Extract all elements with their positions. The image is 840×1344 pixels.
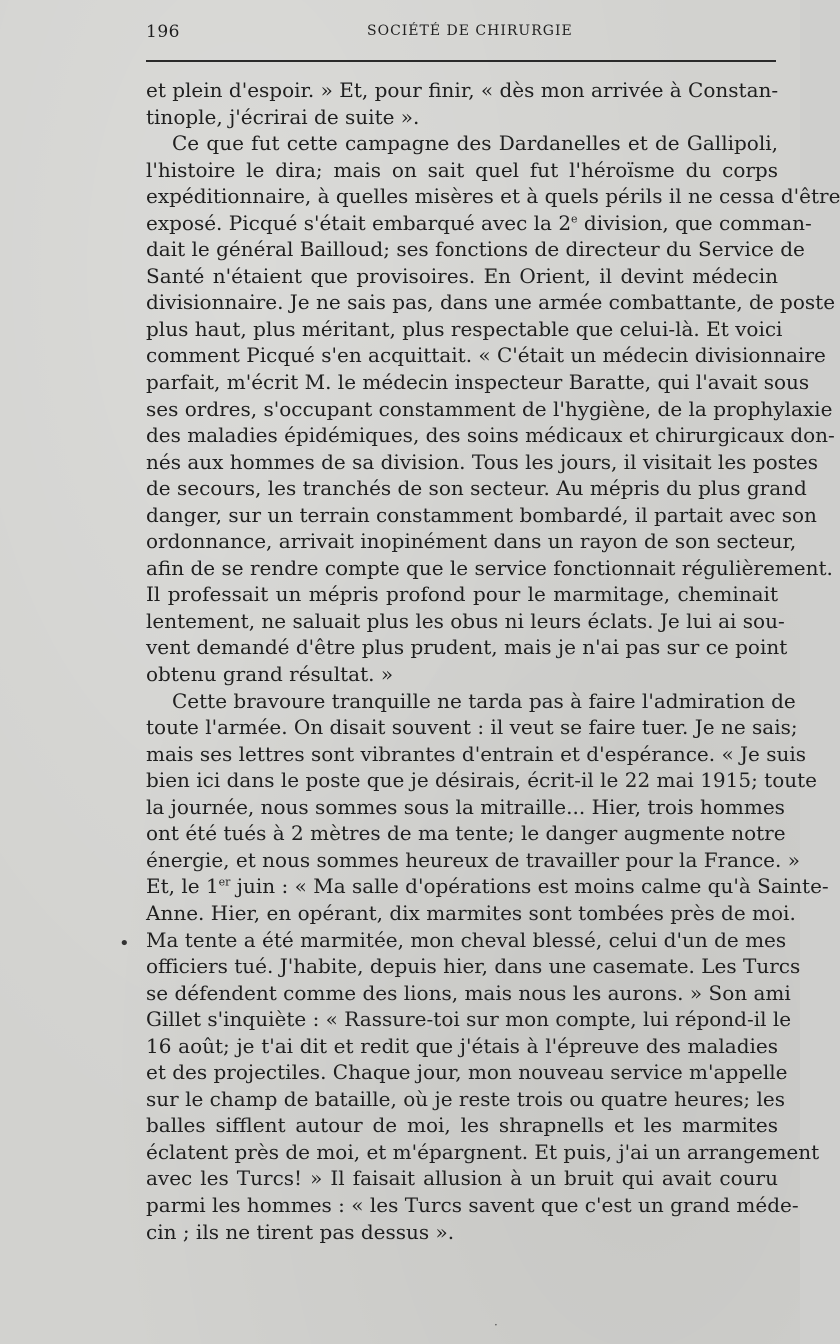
page-header — [146, 20, 776, 46]
text-line: plus haut, plus méritant, plus respectable que celui-là. Et voici — [146, 316, 783, 341]
text-line: vent demandé d'être plus prudent, mais je n'ai pas sur ce point — [146, 635, 788, 660]
text-line: l'histoire le dira; mais on sait quel fut l'héroïsme du corps — [146, 157, 778, 182]
text-line: officiers tué. J'habite, depuis hier, dans une casemate. Les Turcs — [146, 954, 801, 979]
text-line: nés aux hommes de sa division. Tous les jours, il visitait les postes — [146, 449, 819, 474]
text-line: 16 août; je t'ai dit et redit que j'étais à l'épreuve des maladies — [146, 1033, 778, 1058]
text-line: éclatent près de moi, et m'épargnent. Et puis, j'ai un arrangement — [146, 1139, 820, 1164]
text-line: et plein d'espoir. » Et, pour finir, « dès mon arrivée à Constan- — [146, 78, 779, 102]
text-line: Santé n'étaient que provisoires. En Orient, il devint médecin — [146, 263, 778, 288]
stray-ink-mark: · — [494, 1318, 498, 1332]
text-line: expéditionnaire, à quelles misères et à quels périls il ne cessa d'être — [146, 184, 840, 209]
running-title: SOCIÉTÉ DE CHIRURGIE — [367, 23, 573, 39]
text-line: Il professait un mépris profond pour le marmitage, cheminait — [146, 582, 778, 607]
text-line: Ma tente a été marmitée, mon cheval blessé, celui d'un de mes — [146, 927, 787, 952]
text-line: de secours, les tranchés de son secteur. Au mépris du plus grand — [146, 476, 807, 501]
text-line: ont été tués à 2 mètres de ma tente; le danger augmente notre — [146, 821, 786, 846]
text-line: danger, sur un terrain constamment bombardé, il partait avec son — [146, 502, 817, 527]
text-line: tinople, j'écrirai de suite ». — [146, 104, 420, 129]
text-line: balles sifflent autour de moi, les shrapnells et les marmites — [146, 1113, 778, 1138]
text-line: afin de se rendre compte que le service fonctionnait régulièrement. — [146, 555, 833, 580]
text-line: Ce que fut cette campagne des Dardanelles et de Gallipoli, — [172, 131, 778, 156]
text-line: Anne. Hier, en opérant, dix marmites sont tombées près de moi. — [146, 900, 796, 925]
text-line: divisionnaire. Je ne sais pas, dans une armée combattante, de poste — [146, 290, 836, 315]
text-line: ordonnance, arrivait inopinément dans un rayon de son secteur, — [146, 529, 797, 554]
margin-bullet-mark: • — [119, 933, 130, 954]
text-line: Gillet s'inquiète : « Rassure-toi sur mon compte, lui répond-il le — [146, 1007, 792, 1032]
text-line: mais ses lettres sont vibrantes d'entrain et d'espérance. « Je suis — [146, 741, 807, 766]
body-text — [146, 77, 840, 1245]
text-line: des maladies épidémiques, des soins médicaux et chirurgicaux don- — [146, 423, 835, 448]
text-line: Cette bravoure tranquille ne tarda pas à faire l'admiration de — [172, 688, 796, 713]
header-rule — [146, 60, 776, 62]
text-line: Et, le 1er juin : « Ma salle d'opérations est moins calme qu'à Sainte- — [146, 874, 829, 899]
text-line: la journée, nous sommes sous la mitraille... Hier, trois hommes — [146, 794, 785, 819]
text-line: énergie, et nous sommes heureux de travailler pour la France. » — [146, 847, 800, 872]
text-line: lentement, ne saluait plus les obus ni leurs éclats. Je lui ai sou- — [146, 608, 785, 633]
text-line: toute l'armée. On disait souvent : il veut se faire tuer. Je ne sais; — [146, 715, 798, 740]
text-line: sur le champ de bataille, où je reste trois ou quatre heures; les — [146, 1086, 785, 1111]
text-line: bien ici dans le poste que je désirais, écrit-il le 22 mai 1915; toute — [146, 768, 818, 793]
text-line: ses ordres, s'occupant constamment de l'hygiène, de la prophylaxie — [146, 396, 833, 421]
text-line: se défendent comme des lions, mais nous les aurons. » Son ami — [146, 980, 791, 1005]
text-line: exposé. Picqué s'était embarqué avec la 2e division, que comman- — [146, 210, 812, 235]
text-line: et des projectiles. Chaque jour, mon nouveau service m'appelle — [146, 1060, 788, 1085]
text-line: comment Picqué s'en acquittait. « C'était un médecin divisionnaire — [146, 343, 826, 368]
text-line: cin ; ils ne tirent pas dessus ». — [146, 1219, 455, 1244]
text-line: obtenu grand résultat. » — [146, 662, 394, 687]
text-line: parfait, m'écrit M. le médecin inspecteur Baratte, qui l'avait sous — [146, 370, 810, 395]
text-line: avec les Turcs! » Il faisait allusion à un bruit qui avait couru — [146, 1166, 778, 1191]
page-number: 196 — [146, 22, 180, 42]
text-line: dait le général Bailloud; ses fonctions de directeur du Service de — [146, 237, 805, 262]
text-line: parmi les hommes : « les Turcs savent que c'est un grand méde- — [146, 1192, 799, 1217]
